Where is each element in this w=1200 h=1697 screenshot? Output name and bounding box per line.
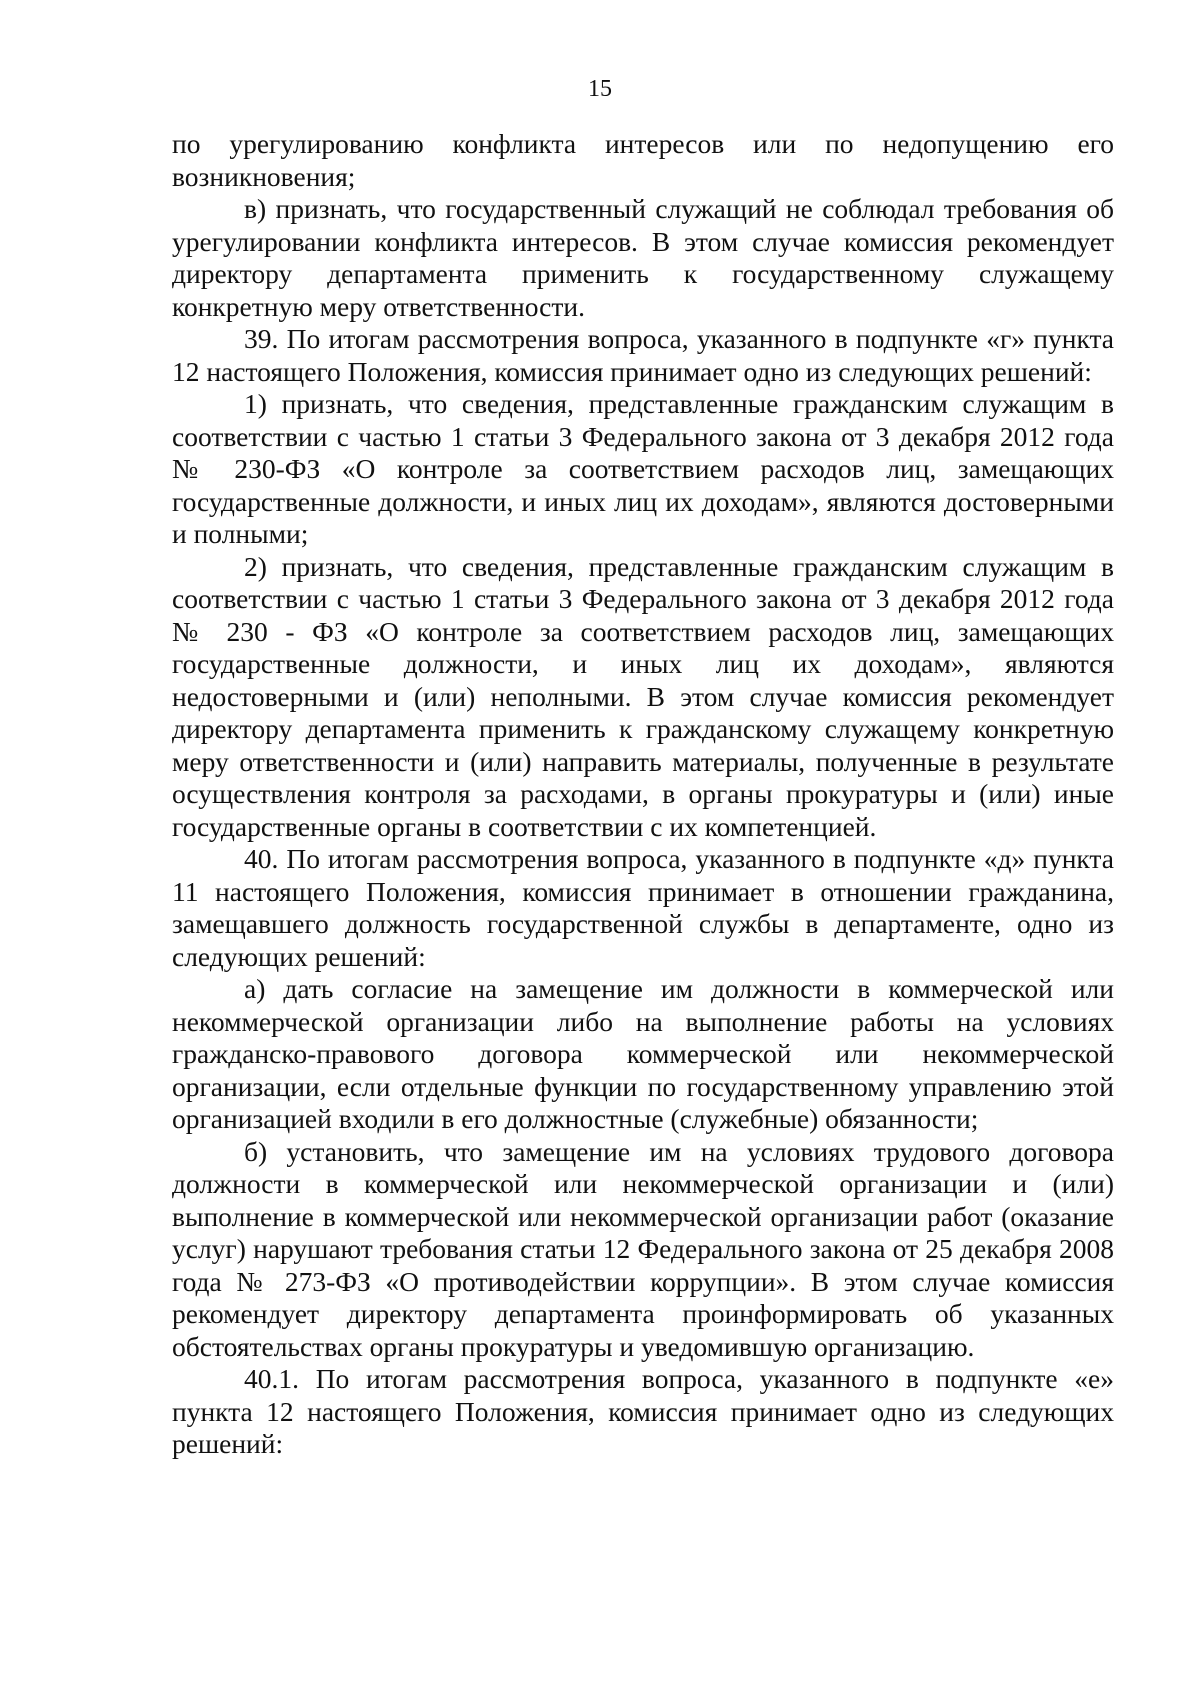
paragraph: а) дать согласие на замещение им должности в коммерческой или некоммерческой организации либо на выполнение работы на условиях гражданско-правового договора коммерческой или некоммерческой организации, если отдельные функции по государственному управлению этой организацией входили в его должностные (служебные) обязанности;	[172, 973, 1114, 1134]
paragraph: в) признать, что государственный служащий не соблюдал требования об урегулировании конфликта интересов. В этом случае комиссия рекомендует директору департамента применить к государственному служащему конкретную меру ответственности.	[172, 193, 1114, 322]
paragraph: б) установить, что замещение им на условиях трудового договора должности в коммерческой или некоммерческой организации и (или) выполнение в коммерческой или некоммерческой организации работ (оказание услуг) нарушают требования статьи 12 Федерального закона от 25 декабря 2008 года № 273-ФЗ «О противодействии коррупции». В этом случае комиссия рекомендует директору департамента проинформировать об указанных обстоятельствах органы прокуратуры и уведомившую организацию.	[172, 1135, 1114, 1362]
paragraph: 1) признать, что сведения, представленные гражданским служащим в соответствии с частью 1 статьи 3 Федерального закона от 3 декабря 2012 года № 230-ФЗ «О контроле за соответствием расходов лиц, замещающих государственные должности, и иных лиц их доходам», являются достоверными и полными;	[172, 388, 1114, 549]
paragraph: 40. По итогам рассмотрения вопроса, указанного в подпункте «д» пункта 11 настоящего Положения, комиссия принимает в отношении гражданина, замещавшего должность государственной службы в департаменте, одно из следующих решений:	[172, 843, 1114, 972]
document-body	[172, 128, 1114, 1461]
paragraph: 39. По итогам рассмотрения вопроса, указанного в подпункте «г» пункта 12 настоящего Положения, комиссия принимает одно из следующих решений:	[172, 323, 1114, 387]
paragraph: 40.1. По итогам рассмотрения вопроса, указанного в подпункте «е» пункта 12 настоящего Положения, комиссия принимает одно из следующих решений:	[172, 1363, 1114, 1459]
paragraph: 2) признать, что сведения, представленные гражданским служащим в соответствии с частью 1 статьи 3 Федерального закона от 3 декабря 2012 года № 230 - ФЗ «О контроле за соответствием расходов лиц, замещающих государственные должности, и иных лиц их доходам», являются недостоверными и (или) неполными. В этом случае комиссия рекомендует директору департамента применить к гражданскому служащему конкретную меру ответственности и (или) направить материалы, полученные в результате осуществления контроля за расходами, в органы прокуратуры и (или) иные государственные органы в соответствии с их компетенцией.	[172, 550, 1114, 842]
page-number: 15	[588, 76, 612, 102]
paragraph: по урегулированию конфликта интересов или по недопущению его возникновения;	[172, 128, 1114, 192]
